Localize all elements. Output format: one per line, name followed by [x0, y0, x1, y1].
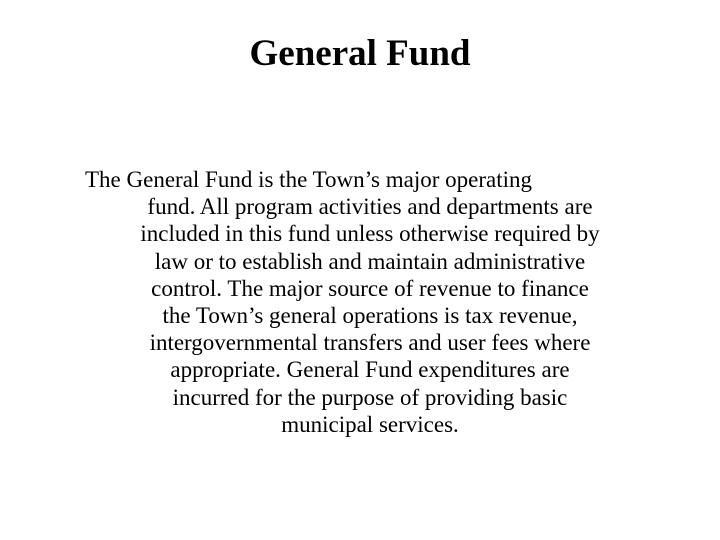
slide-title: General Fund	[249, 33, 471, 74]
body-line: The General Fund is the Town’s major operating	[85, 167, 533, 192]
body-line: control. The major source of revenue to finance	[151, 275, 589, 301]
body-line: appropriate. General Fund expenditures are	[170, 357, 570, 383]
body-line: included in this fund unless otherwise required by	[140, 221, 600, 247]
body-line: the Town’s general operations is tax revenue,	[162, 303, 578, 329]
body-line: law or to establish and maintain administrative	[154, 248, 586, 274]
body-line: intergovernmental transfers and user fees where	[149, 330, 591, 356]
body-paragraph	[70, 166, 670, 438]
body-line: municipal services.	[281, 411, 459, 437]
body-line: incurred for the purpose of providing basic	[172, 384, 568, 410]
body-line: fund. All program activities and departments are	[147, 194, 593, 220]
